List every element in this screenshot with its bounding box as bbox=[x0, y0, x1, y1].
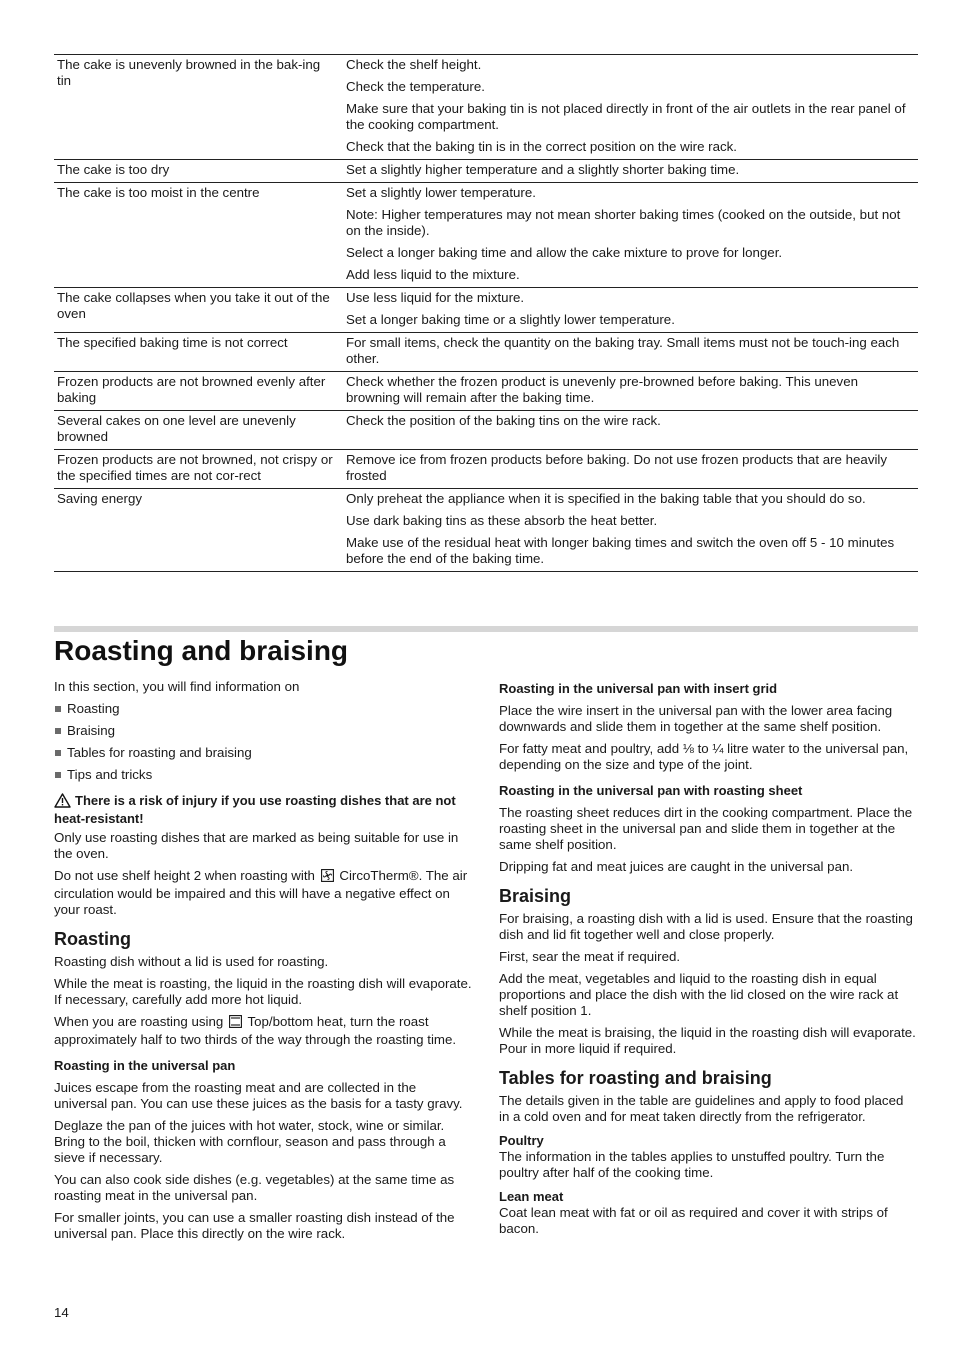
bullet-icon bbox=[55, 728, 61, 734]
warning-heading: There is a risk of injury if you use roasting dishes that are not heat-resistant! bbox=[54, 793, 456, 826]
remedy-cell bbox=[343, 489, 918, 572]
problem-cell: Frozen products are not browned, not crispy or the specified times are not cor-rect bbox=[54, 450, 343, 489]
problem-cell: Frozen products are not browned evenly after baking bbox=[54, 372, 343, 411]
table-row bbox=[54, 288, 918, 333]
remedy-text: Make use of the residual heat with longer baking times and switch the oven off 5 - 10 minutes before the end of the baking time. bbox=[346, 535, 895, 566]
remedy-text: Select a longer baking time and allow the cake mixture to prove for longer. bbox=[346, 245, 783, 260]
section-divider bbox=[54, 626, 918, 632]
remedy-text: For small items, check the quantity on the baking tray. Small items must not be touch-ing each other. bbox=[346, 335, 900, 366]
table-row bbox=[54, 372, 918, 411]
warning-text: Only use roasting dishes that are marked as being suitable for use in the oven. bbox=[54, 830, 459, 861]
remedy-text: Check that the baking tin is in the correct position on the wire rack. bbox=[346, 139, 737, 154]
remedy-cell bbox=[343, 411, 918, 450]
remedy-cell bbox=[343, 55, 918, 160]
universal-pan-heading: Roasting in the universal pan bbox=[54, 1058, 236, 1073]
braising-p1: For braising, a roasting dish with a lid is used. Ensure that the roasting dish and lid fit together well and close properly. bbox=[499, 911, 913, 942]
page-title: Roasting and braising bbox=[54, 635, 349, 666]
tables-heading: Tables for roasting and braising bbox=[499, 1068, 772, 1088]
remedy-cell bbox=[343, 372, 918, 411]
remedy-text: Check the position of the baking tins on the wire rack. bbox=[346, 413, 661, 428]
roasting-heading: Roasting bbox=[54, 929, 132, 949]
remedy-text: Only preheat the appliance when it is specified in the baking table that you should do so. bbox=[346, 491, 866, 506]
universal-pan-p1: Juices escape from the roasting meat and are collected in the universal pan. You can use these juices as the basis for a tasty gravy. bbox=[54, 1080, 463, 1111]
bullet-icon bbox=[55, 706, 61, 712]
table-row bbox=[54, 55, 918, 160]
remedy-cell bbox=[343, 160, 918, 183]
remedy-text: Set a slightly lower temperature. bbox=[346, 185, 536, 200]
problem-cell: The specified baking time is not correct bbox=[54, 333, 343, 372]
braising-p3: Add the meat, vegetables and liquid to the roasting dish in equal proportions and place the dish with the lid closed on the wire rack at shelf position 1. bbox=[499, 971, 899, 1018]
right-column bbox=[499, 679, 917, 1243]
roasting-sheet-heading: Roasting in the universal pan with roasting sheet bbox=[499, 783, 803, 798]
left-column bbox=[54, 679, 472, 1248]
problem-cell: The cake is too moist in the centre bbox=[54, 183, 343, 288]
table-row bbox=[54, 411, 918, 450]
lean-meat-heading: Lean meat bbox=[499, 1189, 564, 1204]
table-row bbox=[54, 450, 918, 489]
poultry-text: The information in the tables applies to unstuffed poultry. Turn the poultry after half of the cooking time. bbox=[499, 1149, 885, 1180]
insert-grid-p1: Place the wire insert in the universal pan with the lower area facing downwards and slide them in together at the same shelf position. bbox=[499, 703, 893, 734]
topics-list bbox=[54, 701, 472, 783]
remedy-text: Set a longer baking time or a slightly lower temperature. bbox=[346, 312, 675, 327]
list-item: Braising bbox=[54, 723, 472, 739]
roasting-sheet-p2: Dripping fat and meat juices are caught in the universal pan. bbox=[499, 859, 854, 874]
braising-heading: Braising bbox=[499, 886, 572, 906]
problem-cell: Saving energy bbox=[54, 489, 343, 572]
remedy-text: Check the shelf height. bbox=[346, 57, 482, 72]
shelf-note: Do not use shelf height 2 when roasting with CircoTherm®. The air circulation would be impaired and this will have a negative effect on your roast. bbox=[54, 868, 468, 917]
braising-p4: While the meat is braising, the liquid in the roasting dish will evaporate. Pour in more liquid if required. bbox=[499, 1025, 916, 1056]
problem-cell: The cake collapses when you take it out of the oven bbox=[54, 288, 343, 333]
remedy-text: Check whether the frozen product is unevenly pre-browned before baking. This uneven browning will remain after the baking time. bbox=[346, 374, 858, 405]
list-item: Tips and tricks bbox=[54, 767, 472, 783]
remedy-text: Set a slightly higher temperature and a slightly shorter baking time. bbox=[346, 162, 740, 177]
warning-triangle-icon bbox=[54, 793, 71, 811]
circotherm-icon bbox=[321, 869, 334, 886]
page-number: 14 bbox=[54, 1305, 69, 1320]
intro-text: In this section, you will find information on bbox=[54, 679, 300, 694]
top-bottom-heat-icon bbox=[229, 1015, 242, 1032]
insert-grid-heading: Roasting in the universal pan with insert grid bbox=[499, 681, 778, 696]
universal-pan-p3: You can also cook side dishes (e.g. vegetables) at the same time as roasting meat in the universal pan. bbox=[54, 1172, 455, 1203]
roasting-sheet-p1: The roasting sheet reduces dirt in the cooking compartment. Place the roasting sheet in the universal pan and slide them in together at the same shelf position. bbox=[499, 805, 913, 852]
remedy-text: Use dark baking tins as these absorb the heat better. bbox=[346, 513, 658, 528]
universal-pan-p4: For smaller joints, you can use a smaller roasting dish instead of the universal pan. Place this directly on the wire rack. bbox=[54, 1210, 455, 1241]
problem-cell: The cake is unevenly browned in the bak-ing tin bbox=[54, 55, 343, 160]
roasting-p3: When you are roasting using Top/bottom heat, turn the roast approximately half to two thirds of the way through the roasting time. bbox=[54, 1014, 457, 1047]
roasting-p2: While the meat is roasting, the liquid in the roasting dish will evaporate. If necessary, carefully add more hot liquid. bbox=[54, 976, 472, 1007]
remedy-text: Make sure that your baking tin is not placed directly in front of the air outlets in the rear panel of the cooking compartment. bbox=[346, 101, 906, 132]
list-item: Tables for roasting and braising bbox=[54, 745, 472, 761]
problem-cell: The cake is too dry bbox=[54, 160, 343, 183]
remedy-text: Use less liquid for the mixture. bbox=[346, 290, 525, 305]
roasting-p1: Roasting dish without a lid is used for roasting. bbox=[54, 954, 329, 969]
remedy-cell bbox=[343, 288, 918, 333]
tables-p1: The details given in the table are guidelines and apply to food placed in a cold oven and for meat taken directly from the refrigerator. bbox=[499, 1093, 904, 1124]
remedy-cell bbox=[343, 450, 918, 489]
table-row bbox=[54, 160, 918, 183]
insert-grid-p2: For fatty meat and poultry, add ⅛ to ¼ litre water to the universal pan, depending on the size and type of the joint. bbox=[499, 741, 909, 772]
poultry-heading: Poultry bbox=[499, 1133, 544, 1148]
remedy-text: Check the temperature. bbox=[346, 79, 485, 94]
list-item: Roasting bbox=[54, 701, 472, 717]
remedy-cell bbox=[343, 333, 918, 372]
table-row bbox=[54, 333, 918, 372]
remedy-text: Add less liquid to the mixture. bbox=[346, 267, 520, 282]
universal-pan-p2: Deglaze the pan of the juices with hot water, stock, wine or similar. Bring to the boil, thicken with cornflour, season and pass through a sieve if necessary. bbox=[54, 1118, 446, 1165]
table-row bbox=[54, 489, 918, 572]
remedy-text: Remove ice from frozen products before baking. Do not use frozen products that are heavily frosted bbox=[346, 452, 888, 483]
troubleshooting-table bbox=[54, 54, 918, 572]
lean-meat-text: Coat lean meat with fat or oil as required and cover it with strips of bacon. bbox=[499, 1205, 888, 1236]
table-row bbox=[54, 183, 918, 288]
braising-p2: First, sear the meat if required. bbox=[499, 949, 681, 964]
bullet-icon bbox=[55, 750, 61, 756]
problem-cell: Several cakes on one level are unevenly browned bbox=[54, 411, 343, 450]
remedy-text: Note: Higher temperatures may not mean shorter baking times (cooked on the outside, but not on the inside). bbox=[346, 207, 901, 238]
remedy-cell bbox=[343, 183, 918, 288]
bullet-icon bbox=[55, 772, 61, 778]
